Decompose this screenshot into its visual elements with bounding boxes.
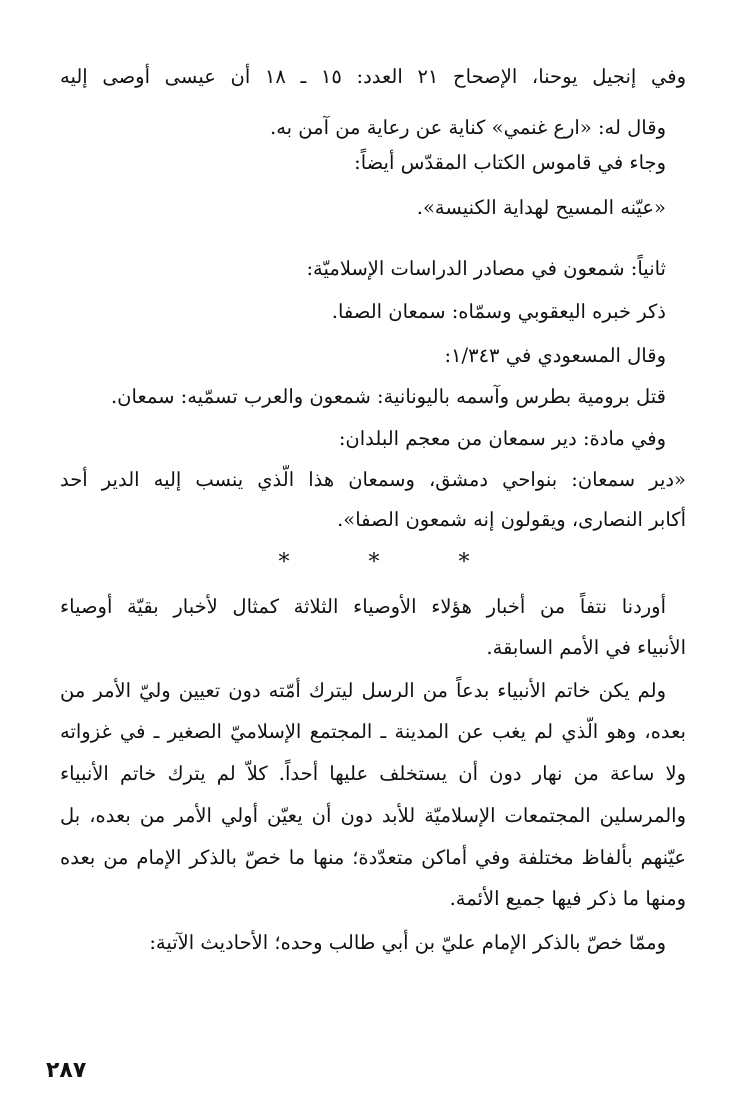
section-heading: ثانياً: شمعون في مصادر الدراسات الإسلاميّة: (306, 257, 666, 280)
section-separator (0, 548, 748, 578)
separator-star: * (278, 550, 290, 575)
text-line-6: ذكر خبره اليعقوبي وسمّاه: سمعان الصفا. (331, 300, 666, 323)
text-line-1: وفي إنجيل يوحنا، الإصحاح ٢١ العدد: ١٥ ـ ١٨ أن عيسى أوصى إليه (60, 65, 686, 88)
text-line-18: عيّنهم بألفاظ مختلفة وفي أماكن متعدّدة؛ منها ما خصّ بالذكر الإمام من بعده (60, 846, 686, 869)
text-line-11: أكابر النصارى، ويقولون إنه شمعون الصفا». (337, 508, 686, 531)
text-line-4: «عيّنه المسيح لهداية الكنيسة». (416, 196, 666, 219)
text-line-12: أوردنا نتفاً من أخبار هؤلاء الأوصياء الثلاثة كمثال لأخبار بقيّة أوصياء (60, 595, 666, 618)
page-number: ٢٨٧ (46, 1058, 87, 1083)
text-line-16: ولا ساعة من نهار دون أن يستخلف عليها أحداً. كلاّ لم يترك خاتم الأنبياء (60, 762, 686, 785)
text-line-2: وقال له: «ارع غنمي» كناية عن رعاية من آمن به. (270, 116, 666, 139)
separator-star: * (458, 550, 470, 575)
text-line-14: ولم يكن خاتم الأنبياء بدعاً من الرسل ليترك أمّته دون تعيين وليّ الأمر من (60, 679, 666, 702)
text-line-7: وقال المسعودي في ١/٣٤٣: (444, 344, 666, 367)
text-line-15: بعده، وهو الّذي لم يغب عن المدينة ـ المجتمع الإسلاميّ الصغير ـ في غزواته (60, 720, 686, 743)
text-line-13: الأنبياء في الأمم السابقة. (486, 636, 686, 659)
text-line-19: ومنها ما ذكر فيها جميع الأئمة. (449, 887, 686, 910)
separator-star: * (368, 550, 380, 575)
text-line-10: «دير سمعان: بنواحي دمشق، وسمعان هذا الّذي ينسب إليه الدير أحد (60, 468, 686, 491)
text-line-20: وممّا خصّ بالذكر الإمام عليّ بن أبي طالب وحده؛ الأحاديث الآتية: (149, 931, 666, 954)
text-line-17: والمرسلين المجتمعات الإسلاميّة للأبد دون أن يعيّن أولي الأمر من بعده، بل (60, 804, 686, 827)
text-line-3: وجاء في قاموس الكتاب المقدّس أيضاً: (354, 151, 666, 174)
text-line-8: قتل برومية بطرس وآسمه باليونانية: شمعون والعرب تسمّيه: سمعان. (110, 385, 666, 408)
text-line-9: وفي مادة: دير سمعان من معجم البلدان: (338, 427, 666, 450)
